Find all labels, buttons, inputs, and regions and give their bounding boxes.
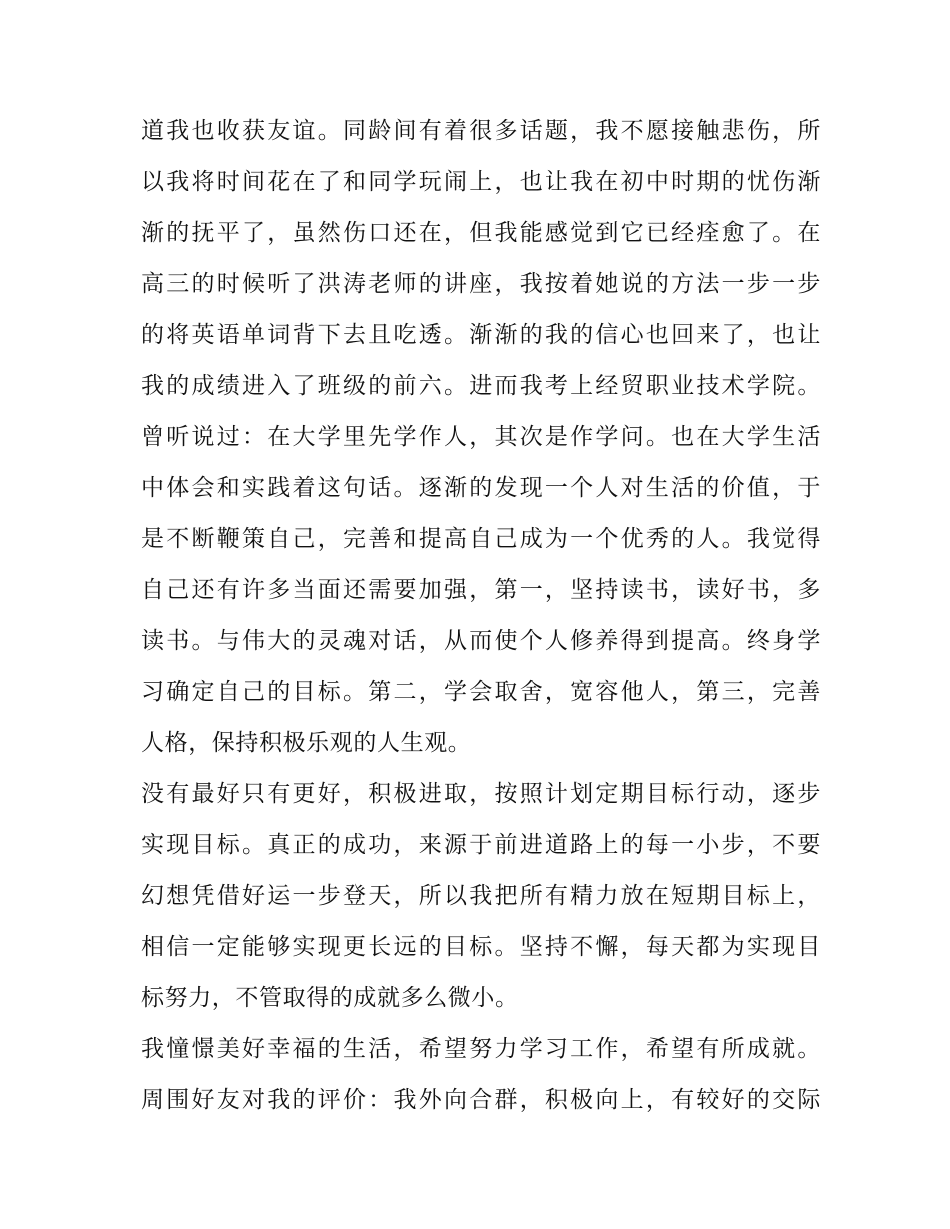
text-line: 相信一定能够实现更长远的目标。坚持不懈，每天都为实现目 [141,934,821,960]
text-line: 标努力，不管取得的成就多么微小。 [141,985,519,1011]
text-line: 自己还有许多当面还需要加强，第一，坚持读书，读好书，多 [141,577,821,603]
text-line: 周围好友对我的评价：我外向合群，积极向上，有较好的交际 [141,1087,821,1113]
document-body [141,106,821,1126]
text-line: 我憧憬美好幸福的生活，希望努力学习工作，希望有所成就。 [141,1036,821,1062]
text-line: 是不断鞭策自己，完善和提高自己成为一个优秀的人。我觉得 [141,526,821,552]
text-line: 以我将时间花在了和同学玩闹上，也让我在初中时期的忧伤渐 [141,169,821,195]
text-line: 读书。与伟大的灵魂对话，从而使个人修养得到提高。终身学 [141,628,821,654]
text-line: 没有最好只有更好，积极进取，按照计划定期目标行动，逐步 [141,781,821,807]
text-line: 的将英语单词背下去且吃透。渐渐的我的信心也回来了，也让 [141,322,821,348]
text-line: 实现目标。真正的成功，来源于前进道路上的每一小步，不要 [141,832,821,858]
text-line: 道我也收获友谊。同龄间有着很多话题，我不愿接触悲伤，所 [141,118,821,144]
text-line: 人格，保持积极乐观的人生观。 [141,730,472,756]
text-line: 幻想凭借好运一步登天，所以我把所有精力放在短期目标上， [141,883,821,909]
text-line: 高三的时候听了洪涛老师的讲座，我按着她说的方法一步一步 [141,271,821,297]
text-line: 曾听说过：在大学里先学作人，其次是作学问。也在大学生活 [141,424,821,450]
text-line: 渐的抚平了，虽然伤口还在，但我能感觉到它已经痊愈了。在 [141,220,821,246]
text-line: 我的成绩进入了班级的前六。进而我考上经贸职业技术学院。 [141,373,821,399]
text-line: 中体会和实践着这句话。逐渐的发现一个人对生活的价值，于 [141,475,821,501]
text-line: 习确定自己的目标。第二，学会取舍，宽容他人，第三，完善 [141,679,821,705]
